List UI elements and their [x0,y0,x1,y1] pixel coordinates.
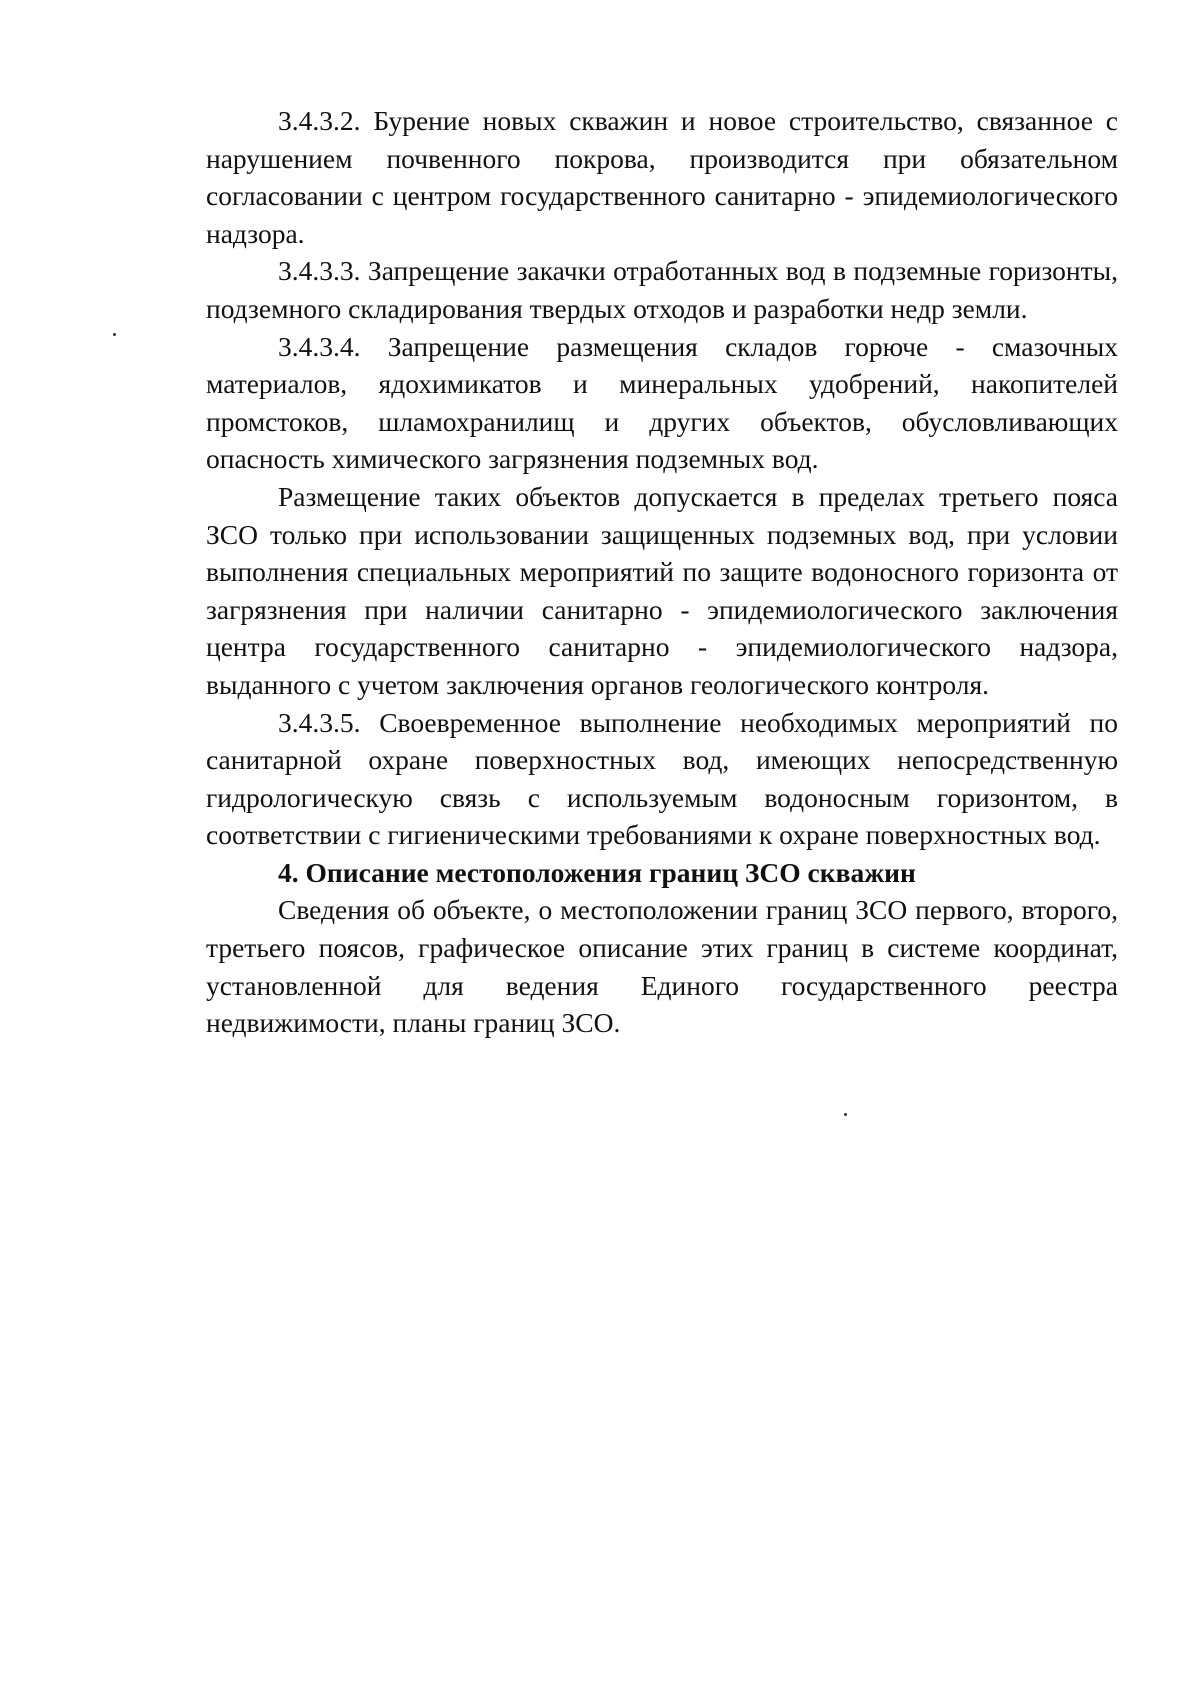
document-body [206,102,1118,1042]
section-heading: 4. Описание местоположения границ ЗСО скважин [278,856,916,888]
paragraph-placement-conditions: Размещение таких объектов допускается в пределах третьего пояса ЗСО только при использовании защищенных подземных вод, при условии выполнения специальных мероприятий по защите водоносного горизонта от загрязнения при наличии санитарно - эпидемиологического заключения центра государственного санитарно - эпидемиологического надзора, выданного с учетом заключения органов геологического контроля. [206,480,1118,700]
scan-speck [844,1113,847,1116]
scan-speck [113,333,116,336]
section-paragraph: Сведения об объекте, о местоположении границ ЗСО первого, второго, третьего поясов, графическое описание этих границ в системе координат, установленной для ведения Единого государственного реестра недвижимости, планы границ ЗСО. [206,894,1118,1039]
paragraph-3-4-3-5: 3.4.3.5. Своевременное выполнение необходимых мероприятий по санитарной охране поверхностных вод, имеющих непосредственную гидрологическую связь с используемым водоносным горизонтом, в соответствии с гигиеническими требованиями к охране поверхностных вод. [206,706,1118,851]
paragraph-3-4-3-2: 3.4.3.2. Бурение новых скважин и новое строительство, связанное с нарушением почвенного покрова, производится при обязательном согласовании с центром государственного санитарно - эпидемиологического надзора. [206,105,1118,249]
paragraph-3-4-3-3: 3.4.3.3. Запрещение закачки отработанных вод в подземные горизонты, подземного складирования твердых отходов и разработки недр земли. [206,255,1118,324]
paragraph-3-4-3-4: 3.4.3.4. Запрещение размещения складов горюче - смазочных материалов, ядохимикатов и минеральных удобрений, накопителей промстоков, шламохранилищ и других объектов, обусловливающих опасность химического загрязнения подземных вод. [206,330,1118,475]
